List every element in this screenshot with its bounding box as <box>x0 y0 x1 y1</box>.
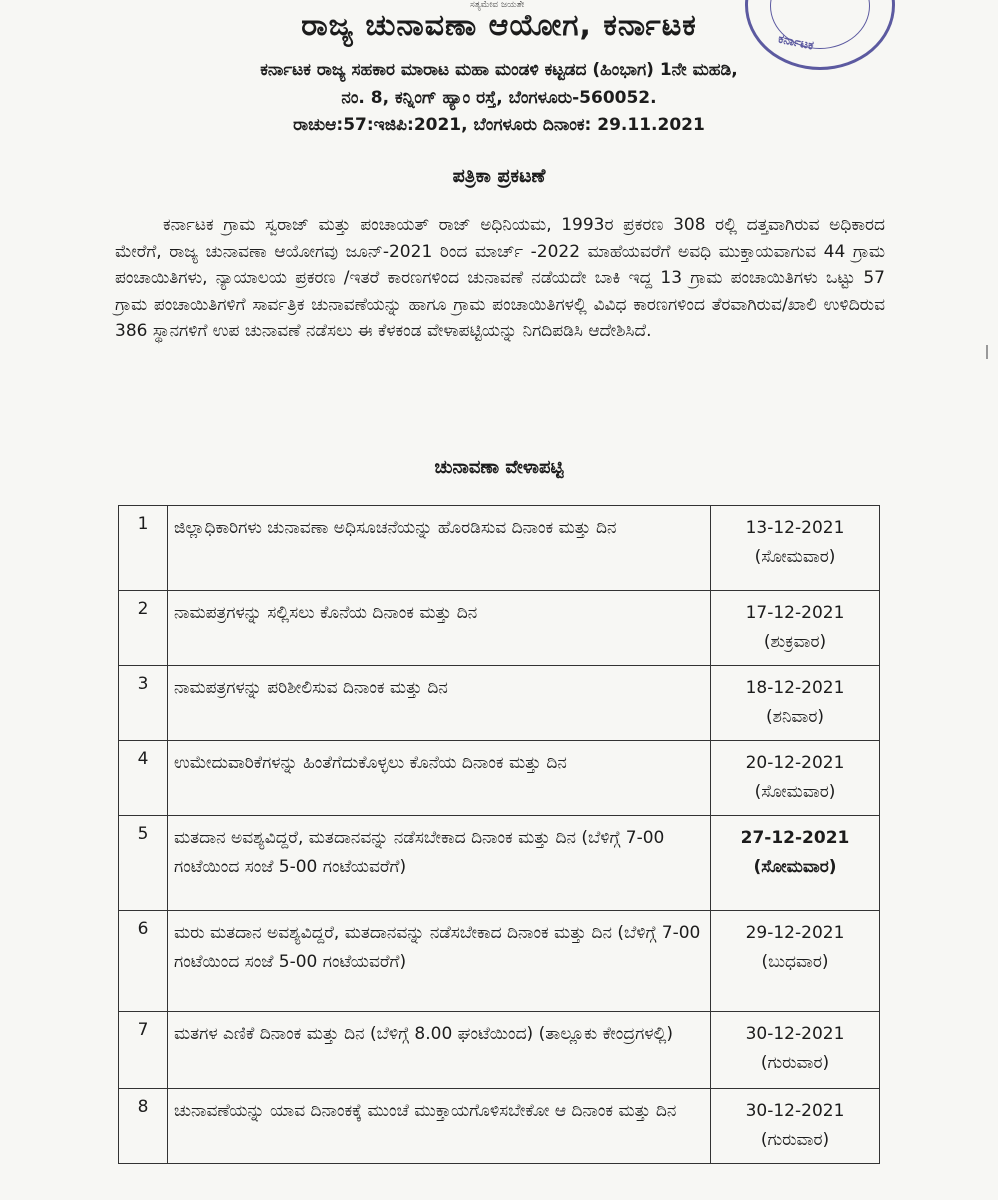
row-description: ಮರು ಮತದಾನ ಅವಶ್ಯವಿದ್ದರೆ, ಮತದಾನವನ್ನು ನಡೆಸಬೇಕಾದ ದಿನಾಂಕ ಮತ್ತು ದಿನ (ಬೆಳಿಗ್ಗೆ 7-00 ಗಂಟೆಯಿಂದ ಸಂಜೆ 5-00 ಗಂಟೆಯವರೆಗೆ) <box>168 911 711 1012</box>
row-date: 18-12-2021 <box>745 678 845 698</box>
row-date-cell <box>711 911 880 1012</box>
row-date: 30-12-2021 <box>745 1101 845 1121</box>
schedule-title: ಚುನಾವಣಾ ವೇಳಾಪಟ್ಟಿ <box>434 457 564 478</box>
row-day: (ಗುರುವಾರ) <box>760 1130 830 1150</box>
row-number: 5 <box>119 816 168 911</box>
row-date: 29-12-2021 <box>745 923 845 943</box>
table-row <box>119 741 880 816</box>
row-date: 30-12-2021 <box>745 1024 845 1044</box>
address-line-2: ನಂ. 8, ಕನ್ನಿಂಗ್ ಹ್ಯಾಂ ರಸ್ತೆ, ಬೆಂಗಳೂರು-560052. <box>341 88 657 108</box>
body-paragraph: ಕರ್ನಾಟಕ ಗ್ರಾಮ ಸ್ವರಾಜ್ ಮತ್ತು ಪಂಚಾಯತ್ ರಾಜ್ ಅಧಿನಿಯಮ, 1993ರ ಪ್ರಕರಣ 308 ರಲ್ಲಿ ದತ್ತವಾಗಿರುವ ಅಧಿಕಾರದ ಮೇರೆಗೆ, ರಾಜ್ಯ ಚುನಾವಣಾ ಆಯೋಗವು ಜೂನ್-2021 ರಿಂದ ಮಾರ್ಚ್ -2022 ಮಾಹೆಯವರೆಗೆ ಅವಧಿ ಮುಕ್ತಾಯವಾಗುವ 44 ಗ್ರಾಮ ಪಂಚಾಯಿತಿಗಳು, ನ್ಯಾಯಾಲಯ ಪ್ರಕರಣ /ಇತರೆ ಕಾರಣಗಳಿಂದ ಚುನಾವಣೆ ನಡೆಯದೇ ಬಾಕಿ ಇದ್ದ 13 ಗ್ರಾಮ ಪಂಚಾಯಿತಿಗಳು ಒಟ್ಟು 57 ಗ್ರಾಮ ಪಂಚಾಯಿತಿಗಳಿಗೆ ಸಾರ್ವತ್ರಿಕ ಚುನಾವಣೆಯನ್ನು ಹಾಗೂ ಗ್ರಾಮ ಪಂಚಾಯಿತಿಗಳಲ್ಲಿ ವಿವಿಧ ಕಾರಣಗಳಿಂದ ತೆರವಾಗಿರುವ/ಖಾಲಿ ಉಳಿದಿರುವ 386 ಸ್ಥಾನಗಳಿಗೆ ಉಪ ಚುನಾವಣೆ ನಡೆಸಲು ಈ ಕೆಳಕಂಡ ವೇಳಾಪಟ್ಟಿಯನ್ನು ನಿಗದಿಪಡಿಸಿ ಆದೇಶಿಸಿದೆ. <box>115 215 885 341</box>
row-description: ಜಿಲ್ಲಾಧಿಕಾರಿಗಳು ಚುನಾವಣಾ ಅಧಿಸೂಚನೆಯನ್ನು ಹೊರಡಿಸುವ ದಿನಾಂಕ ಮತ್ತು ದಿನ <box>168 506 711 591</box>
row-description: ಚುನಾವಣೆಯನ್ನು ಯಾವ ದಿನಾಂಕಕ್ಕೆ ಮುಂಚೆ ಮುಕ್ತಾಯಗೊಳಿಸಬೇಕೋ ಆ ದಿನಾಂಕ ಮತ್ತು ದಿನ <box>168 1089 711 1164</box>
table-row <box>119 1012 880 1089</box>
press-release-title: ಪತ್ರಿಕಾ ಪ್ರಕಟಣೆ <box>452 165 546 187</box>
emblem-motto: ಸತ್ಯಮೇವ ಜಯತೇ <box>470 0 525 10</box>
row-day: (ಶುಕ್ರವಾರ) <box>763 632 827 652</box>
row-description: ಮತಗಳ ಎಣಿಕೆ ದಿನಾಂಕ ಮತ್ತು ದಿನ (ಬೆಳಿಗ್ಗೆ 8.00 ಘಂಟೆಯಿಂದ) (ತಾಲ್ಲೂಕು ಕೇಂದ್ರಗಳಲ್ಲಿ) <box>168 1012 711 1089</box>
row-number: 6 <box>119 911 168 1012</box>
row-date: 17-12-2021 <box>745 603 845 623</box>
row-number: 3 <box>119 666 168 741</box>
row-number: 7 <box>119 1012 168 1089</box>
row-number: 1 <box>119 506 168 591</box>
row-number: 4 <box>119 741 168 816</box>
row-description: ಮತದಾನ ಅವಶ್ಯವಿದ್ದರೆ, ಮತದಾನವನ್ನು ನಡೆಸಬೇಕಾದ ದಿನಾಂಕ ಮತ್ತು ದಿನ (ಬೆಳಿಗ್ಗೆ 7-00 ಗಂಟೆಯಿಂದ ಸಂಜೆ 5-00 ಗಂಟೆಯವರೆಗೆ) <box>168 816 711 911</box>
row-description: ಉಮೇದುವಾರಿಕೆಗಳನ್ನು ಹಿಂತೆಗೆದುಕೊಳ್ಳಲು ಕೊನೆಯ ದಿನಾಂಕ ಮತ್ತು ದಿನ <box>168 741 711 816</box>
row-date-cell <box>711 741 880 816</box>
row-date: 13-12-2021 <box>745 518 845 538</box>
row-day: (ಶನಿವಾರ) <box>766 707 824 727</box>
row-date-cell <box>711 506 880 591</box>
row-date-cell <box>711 816 880 911</box>
table-row <box>119 506 880 591</box>
row-day: (ಗುರುವಾರ) <box>760 1053 830 1073</box>
table-row <box>119 666 880 741</box>
row-day: (ಸೋಮವಾರ) <box>754 782 836 802</box>
row-day: (ಸೋಮವಾರ) <box>753 857 837 877</box>
scan-edge-mark <box>986 345 988 359</box>
table-row <box>119 591 880 666</box>
organization-title: ರಾಜ್ಯ ಚುನಾವಣಾ ಆಯೋಗ, ಕರ್ನಾಟಕ <box>301 8 697 43</box>
row-description: ನಾಮಪತ್ರಗಳನ್ನು ಸಲ್ಲಿಸಲು ಕೊನೆಯ ದಿನಾಂಕ ಮತ್ತು ದಿನ <box>168 591 711 666</box>
reference-line: ರಾಚುಆ:57:ಇಜಿಪಿ:2021, ಬೆಂಗಳೂರು ದಿನಾಂಕ: 29.11.2021 <box>293 115 705 135</box>
table-row <box>119 911 880 1012</box>
seal-text: ಕರ್ನಾಟಕ <box>777 31 815 53</box>
row-day: (ಬುಧವಾರ) <box>761 952 829 972</box>
row-description: ನಾಮಪತ್ರಗಳನ್ನು ಪರಿಶೀಲಿಸುವ ದಿನಾಂಕ ಮತ್ತು ದಿನ <box>168 666 711 741</box>
row-number: 8 <box>119 1089 168 1164</box>
table-row <box>119 816 880 911</box>
row-date-cell <box>711 591 880 666</box>
row-date: 20-12-2021 <box>745 753 845 773</box>
row-date: 27-12-2021 <box>740 828 850 848</box>
address-line-1: ಕರ್ನಾಟಕ ರಾಜ್ಯ ಸಹಕಾರ ಮಾರಾಟ ಮಹಾ ಮಂಡಳಿ ಕಟ್ಟಡದ (ಹಿಂಭಾಗ) 1ನೇ ಮಹಡಿ, <box>260 60 738 80</box>
row-date-cell <box>711 1089 880 1164</box>
row-date-cell <box>711 666 880 741</box>
row-day: (ಸೋಮವಾರ) <box>754 547 836 567</box>
row-number: 2 <box>119 591 168 666</box>
row-date-cell <box>711 1012 880 1089</box>
schedule-table <box>118 505 880 1164</box>
table-row <box>119 1089 880 1164</box>
